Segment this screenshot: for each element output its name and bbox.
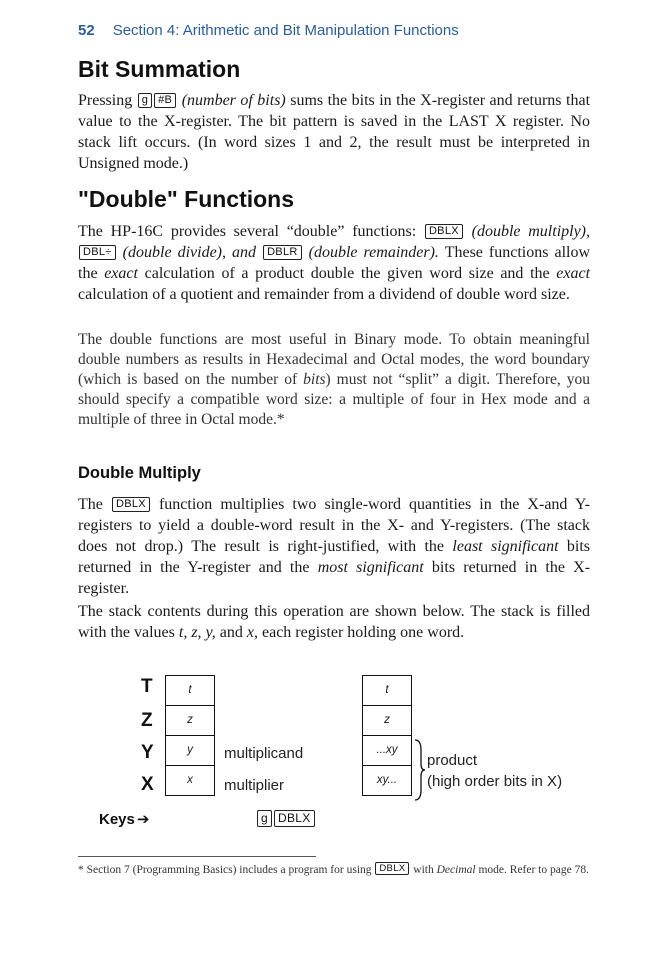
text: These functions allow the (78, 244, 591, 282)
key-dblx: DBLX (112, 497, 150, 512)
footnote (78, 862, 594, 879)
stack-after-x: xy... (376, 774, 398, 786)
text-italic: (number of bits) (181, 92, 286, 109)
key-g: g (138, 93, 152, 108)
stack-after-z: z (363, 706, 411, 736)
key-g: g (257, 810, 272, 827)
text-italic: (double remainder). (308, 244, 439, 261)
keys-text: Keys (99, 811, 135, 828)
register-label-y: Y (141, 742, 154, 763)
text-italic: (double multiply), (471, 223, 591, 240)
multiplicand-label: multiplicand (224, 745, 304, 762)
text-italic: least significant (452, 538, 559, 555)
text-italic: bits (303, 371, 326, 388)
text: The HP-16C provides several “double” functions: (78, 223, 417, 240)
double-multiply-paragraph-2 (78, 601, 590, 643)
text: calculation of a product double the given word size and the (144, 265, 550, 282)
key-dblr: DBLR (263, 245, 302, 260)
stack-before-z: z (166, 706, 214, 736)
key-dblx: DBLX (425, 224, 463, 239)
text-italic: z, (191, 624, 202, 641)
text: The stack contents during this operation are shown below. The stack is filled with the values (78, 603, 590, 641)
text: ) must not “split” a digit. Therefore, you should specify a compatible word size: a multiple of four in Hex mode and a multiple of three in Octal mode.* (78, 371, 590, 428)
heading-bit-summation: Bit Summation (78, 56, 241, 82)
heading-double-multiply: Double Multiply (78, 464, 201, 482)
section-title: Section 4: Arithmetic and Bit Manipulation Functions (112, 22, 459, 39)
stack-before-t: t (166, 676, 214, 706)
text: bits returned in the Y-register and the (78, 538, 591, 576)
text: The (78, 496, 103, 513)
product-label: product (427, 752, 478, 769)
text-italic: (double divide), and (122, 244, 257, 261)
text-italic: x, (246, 624, 258, 641)
text-italic: exact (556, 265, 591, 282)
text: mode. Refer to page 78. (478, 864, 589, 876)
stack-before-y: y (166, 736, 214, 766)
bit-summation-paragraph (78, 90, 590, 174)
stack-diagram (0, 668, 666, 838)
text: bits returned in the X-register. (78, 559, 591, 597)
text: function multiplies two single-word quantities in the X-and Y-registers to yield a double-word result in the X- and Y-registers. (The stack does not drop.) The result is right-justified, with the (78, 496, 591, 555)
text-italic: y, (205, 624, 216, 641)
heading-double-functions: "Double" Functions (78, 186, 295, 212)
text: calculation of a quotient and remainder from a dividend of double word size. (78, 286, 570, 303)
double-functions-paragraph-1 (78, 221, 590, 305)
keys-sequence (256, 810, 316, 829)
footnote-rule (78, 856, 316, 857)
double-functions-paragraph-2 (78, 330, 590, 430)
text: * Section 7 (Programming Basics) includes a program for using (78, 864, 372, 876)
stack-before-x: x (187, 774, 193, 786)
text-italic: t, (178, 624, 188, 641)
text: and (219, 624, 243, 641)
text: The double functions are most useful in Binary mode. To obtain meaningful double numbers as results in Hexadecimal and Octal modes, the word boundary (which is based on the number of (78, 331, 590, 388)
text: Pressing (78, 92, 133, 109)
keys-label (99, 810, 149, 828)
text-italic: Decimal (436, 864, 476, 876)
multiplier-label: multiplier (224, 777, 285, 794)
text: sums the bits in the X-register and returns that value to the X-register. The bit pattern is saved in the LAST X register. No stack lift occurs. (In word sizes 1 and 2, the result must be interpreted in Unsigned mode.) (78, 92, 591, 172)
page-header (78, 22, 459, 39)
stack-after-y: ...xy (363, 736, 411, 766)
register-label-t: T (141, 676, 153, 697)
key-number-of-bits: #B (154, 93, 176, 108)
stack-before (165, 675, 215, 796)
register-label-z: Z (141, 710, 153, 731)
page-number: 52 (78, 22, 95, 39)
arrow-right-icon: ➔ (136, 811, 150, 828)
brace-icon (412, 738, 426, 802)
text: with (413, 864, 434, 876)
text-italic: exact (104, 265, 138, 282)
stack-after-t: t (363, 676, 411, 706)
product-note: (high order bits in X) (427, 773, 563, 790)
text: each register holding one word. (262, 624, 465, 641)
key-dbl-divide: DBL÷ (79, 245, 116, 260)
register-label-x: X (141, 774, 154, 795)
double-multiply-paragraph-1 (78, 494, 590, 599)
key-dblx: DBLX (274, 810, 315, 827)
text-italic: most significant (317, 559, 424, 576)
stack-after (362, 675, 412, 796)
key-dblx: DBLX (375, 862, 409, 875)
